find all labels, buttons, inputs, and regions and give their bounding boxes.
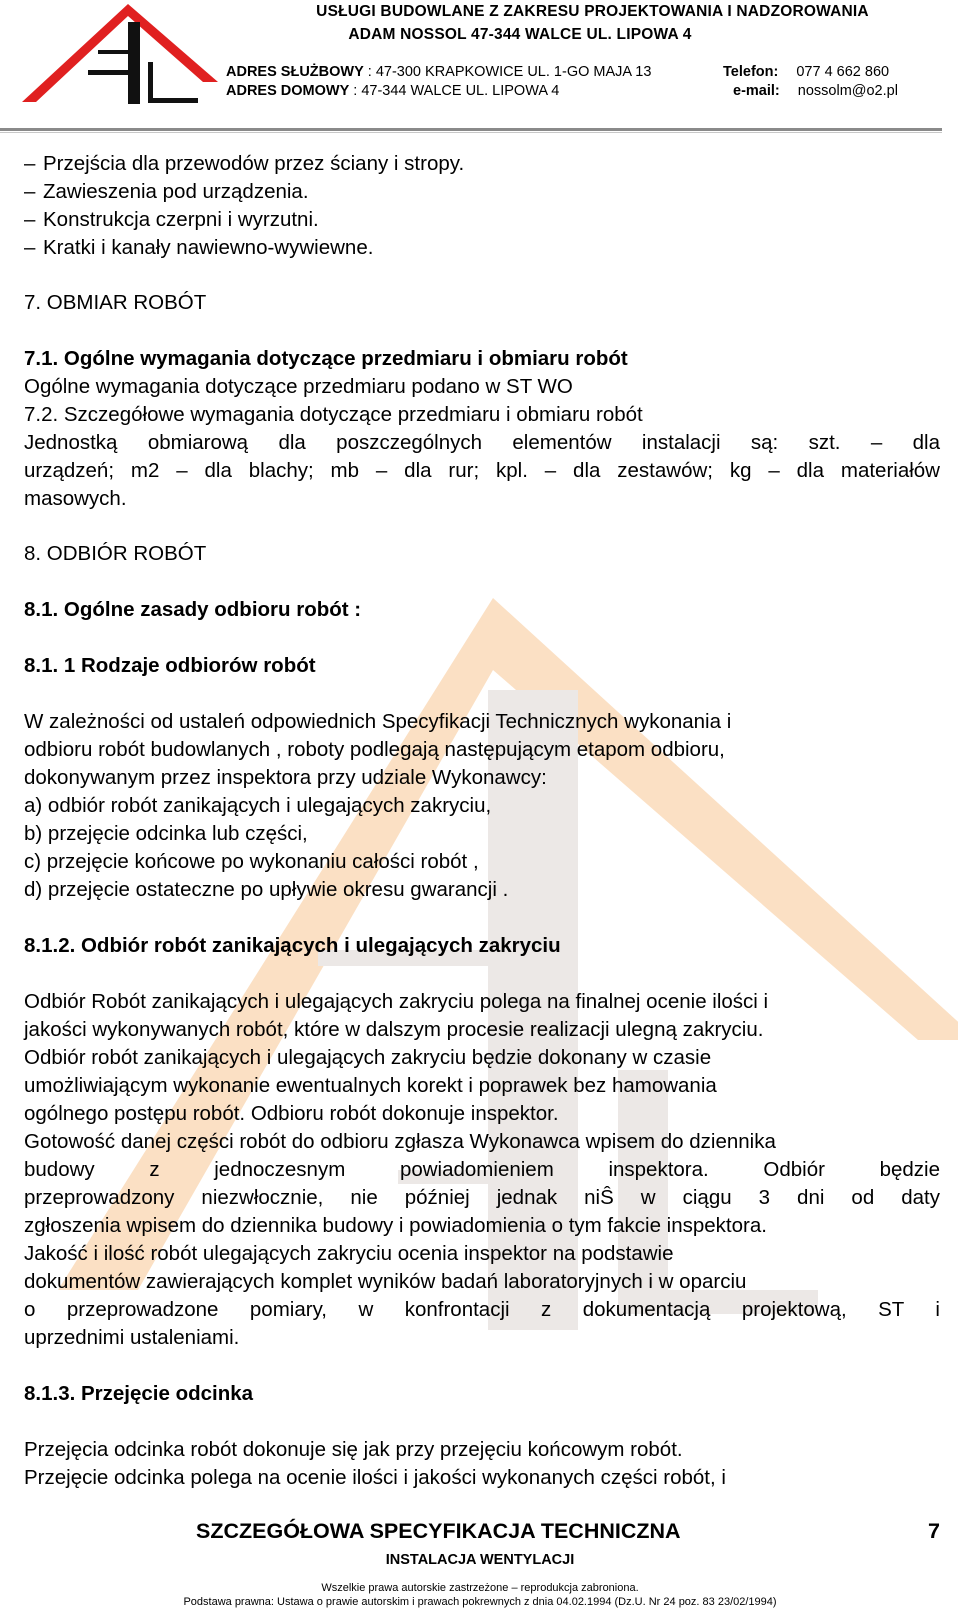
paragraph-line: masowych. [24, 487, 127, 510]
paragraph-line: Jednostką obmiarową dla poszczególnych elementów instalacji są: szt. – dla [24, 431, 940, 454]
section-8-1-heading: 8.1. Ogólne zasady odbioru robót : [24, 598, 362, 621]
list-item: – Kratki i kanały nawiewno-wywiewne. [24, 234, 373, 262]
section-8-1-1-heading: 8.1. 1 Rodzaje odbiorów robót [24, 654, 316, 677]
dash-bullet: – [24, 152, 36, 175]
list-item: – Zawieszenia pod urządzenia. [24, 178, 309, 206]
header-divider [0, 128, 942, 131]
list-item: – Konstrukcja czerpni i wyrzutni. [24, 206, 319, 234]
section-8-heading: 8. ODBIÓR ROBÓT [24, 542, 207, 565]
service-address: : 47-300 KRAPKOWICE UL. 1-GO MAJA 13 [367, 64, 652, 80]
home-address-label: ADRES DOMOWY [226, 83, 350, 99]
phone-value: 077 4 662 860 [796, 64, 890, 80]
home-address: : 47-344 WALCE UL. LIPOWA 4 [353, 83, 560, 99]
paragraph-line: jakości wykonywanych robót, które w dalszym procesie realizacji ulegną zakryciu. [24, 1018, 764, 1041]
header-email [733, 83, 898, 99]
section-7-1-heading: 7.1. Ogólne wymagania dotyczące przedmiaru i obmiaru robót [24, 347, 628, 370]
paragraph-line: uprzednimi ustaleniami. [24, 1326, 240, 1349]
company-logo [18, 2, 218, 106]
service-address-label: ADRES SŁUŻBOWY [226, 64, 364, 80]
paragraph-line: ogólnego postępu robót. Odbioru robót dokonuje inspektor. [24, 1102, 559, 1125]
footer-title: SZCZEGÓŁOWA SPECYFIKACJA TECHNICZNA [196, 1519, 681, 1543]
paragraph-line: Odbiór robót zanikających i ulegających zakryciu będzie dokonany w czasie [24, 1046, 712, 1069]
footer-legal-basis: Podstawa prawna: Ustawa o prawie autorskim i prawach pokrewnych z dnia 04.02.1994 (Dz.U. Nr 24 poz. 83 23/02/1994) [183, 1596, 777, 1608]
list-item: – Przejścia dla przewodów przez ściany i stropy. [24, 150, 464, 178]
section-8-1-2-heading: 8.1.2. Odbiór robót zanikających i ulegających zakryciu [24, 934, 561, 957]
list-item: b) przejęcie odcinka lub części, [24, 822, 308, 845]
paragraph-line: dokumentów zawierających komplet wyników badań laboratoryjnych i w oparciu [24, 1270, 747, 1293]
paragraph-line: umożliwiającym wykonanie ewentualnych korekt i poprawek bez hamowania [24, 1074, 717, 1097]
dash-bullet: – [24, 180, 36, 203]
paragraph-line: Przejęcie odcinka polega na ocenie ilości i jakości wykonanych części robót, i [24, 1466, 726, 1489]
paragraph-line: W zależności od ustaleń odpowiednich Specyfikacji Technicznych wykonania i [24, 710, 732, 733]
header-title-line1: USŁUGI BUDOWLANE Z ZAKRESU PROJEKTOWANIA I NADZOROWANIA [316, 3, 869, 20]
section-7-1-text: Ogólne wymagania dotyczące przedmiaru podano w ST WO [24, 375, 573, 398]
paragraph-line: Przejęcia odcinka robót dokonuje się jak przy przejęciu końcowym robót. [24, 1438, 683, 1461]
header-phone [723, 64, 889, 80]
phone-label: Telefon: [723, 64, 779, 80]
paragraph-line: o przeprowadzone pomiary, w konfrontacji z dokumentacją projektową, ST i [24, 1298, 940, 1321]
footer-subtitle: INSTALACJA WENTYLACJI [385, 1552, 575, 1568]
section-7-heading: 7. OBMIAR ROBÓT [24, 291, 207, 314]
paragraph-line: Odbiór Robót zanikających i ulegających zakryciu polega na finalnej ocenie ilości i [24, 990, 769, 1013]
section-7-2-heading: 7.2. Szczegółowe wymagania dotyczące przedmiaru i obmiaru robót [24, 403, 643, 426]
paragraph-line: Jakość i ilość robót ulegających zakryciu ocenia inspektor na podstawie [24, 1242, 674, 1265]
dash-bullet: – [24, 208, 36, 231]
email-value[interactable]: nossolm@o2.pl [797, 83, 898, 99]
paragraph-line: urządzeń; m2 – dla blachy; mb – dla rur; kpl. – dla zestawów; kg – dla materiałów [24, 459, 940, 482]
dash-bullet: – [24, 236, 36, 259]
header-title-line2: ADAM NOSSOL 47-344 WALCE UL. LIPOWA 4 [348, 26, 692, 43]
list-item: d) przejęcie ostateczne po upływie okresu gwarancji . [24, 878, 509, 901]
header-service-address [226, 64, 651, 80]
page-number: 7 [928, 1519, 940, 1543]
header-divider-thin [0, 132, 942, 133]
footer-copyright: Wszelkie prawa autorskie zastrzeżone – reprodukcja zabroniona. [321, 1582, 639, 1594]
paragraph-line: budowy z jednoczesnym powiadomieniem inspektora. Odbiór będzie [24, 1158, 940, 1181]
paragraph-line: przeprowadzony niezwłocznie, nie później jednak niŜ w ciągu 3 dni od daty [24, 1186, 940, 1209]
header-home-address [226, 83, 559, 99]
section-8-1-3-heading: 8.1.3. Przejęcie odcinka [24, 1382, 254, 1405]
paragraph-line: odbioru robót budowlanych , roboty podlegają następującym etapom odbioru, [24, 738, 725, 761]
paragraph-line: Gotowość danej części robót do odbioru zgłasza Wykonawca wpisem do dziennika [24, 1130, 776, 1153]
paragraph-line: zgłoszenia wpisem do dziennika budowy i powiadomienia o tym fakcie inspektora. [24, 1214, 767, 1237]
list-item: a) odbiór robót zanikających i ulegających zakryciu, [24, 794, 492, 817]
list-item: c) przejęcie końcowe po wykonaniu całości robót , [24, 850, 479, 873]
email-label: e-mail: [733, 83, 780, 99]
paragraph-line: dokonywanym przez inspektora przy udziale Wykonawcy: [24, 766, 547, 789]
